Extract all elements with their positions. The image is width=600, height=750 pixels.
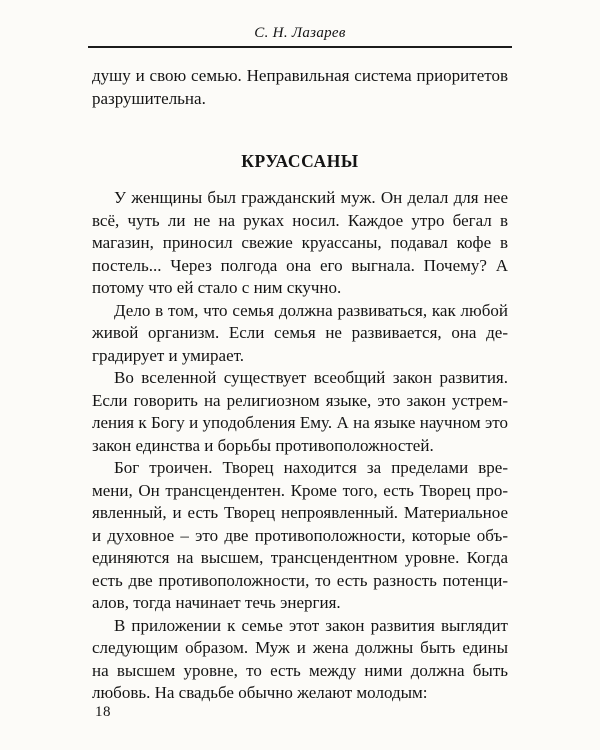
- paragraph-continuation: душу и свою семью. Неправильная система приоритетов разрушительна.: [92, 66, 508, 108]
- paragraph-5: В приложении к семье этот закон развития выглядит следующим образом. Муж и жена должны быть едины на высшем уровне, то есть между ними должна быть любовь. На свадьбе обычно желают молодым:: [92, 615, 508, 702]
- paragraph-4: Бог троичен. Творец находится за пределами времени, Он трансцендентен. Кроме того, есть Творец проявленный, и есть Творец непроявленный. Материальное и духовное – это две противоположности, которые объединяются на высшем, трансцендентном уровне. Когда есть две противоположности, то есть разность потенциалов, тогда начинает течь энергия.: [92, 458, 508, 612]
- page-body: [92, 65, 508, 705]
- running-header: [92, 24, 508, 48]
- page-number: 18: [95, 704, 111, 720]
- paragraph-2: Дело в том, что семья должна развиваться, как любой живой организм. Если семья не развивается, она деградирует и умирает.: [92, 300, 508, 365]
- paragraph-3: Во вселенной существует всеобщий закон развития. Если говорить на религиозном языке, это закон устремления к Богу и уподобления Ему. А на языке научном это закон единства и борьбы противоположностей.: [92, 368, 508, 455]
- header-rule: [88, 46, 512, 48]
- chapter-title: КРУАССАНЫ: [241, 151, 359, 171]
- running-header-author: С. Н. Лазарев: [254, 25, 346, 41]
- paragraph-1: У женщины был гражданский муж. Он делал для нее всё, чуть ли не на руках носил. Каждое утро бегал в магазин, приносил свежие круассаны, подавал кофе в постель... Через полгода она его выгнала. Почему? А потому что ей стало с ним скучно.: [92, 188, 508, 297]
